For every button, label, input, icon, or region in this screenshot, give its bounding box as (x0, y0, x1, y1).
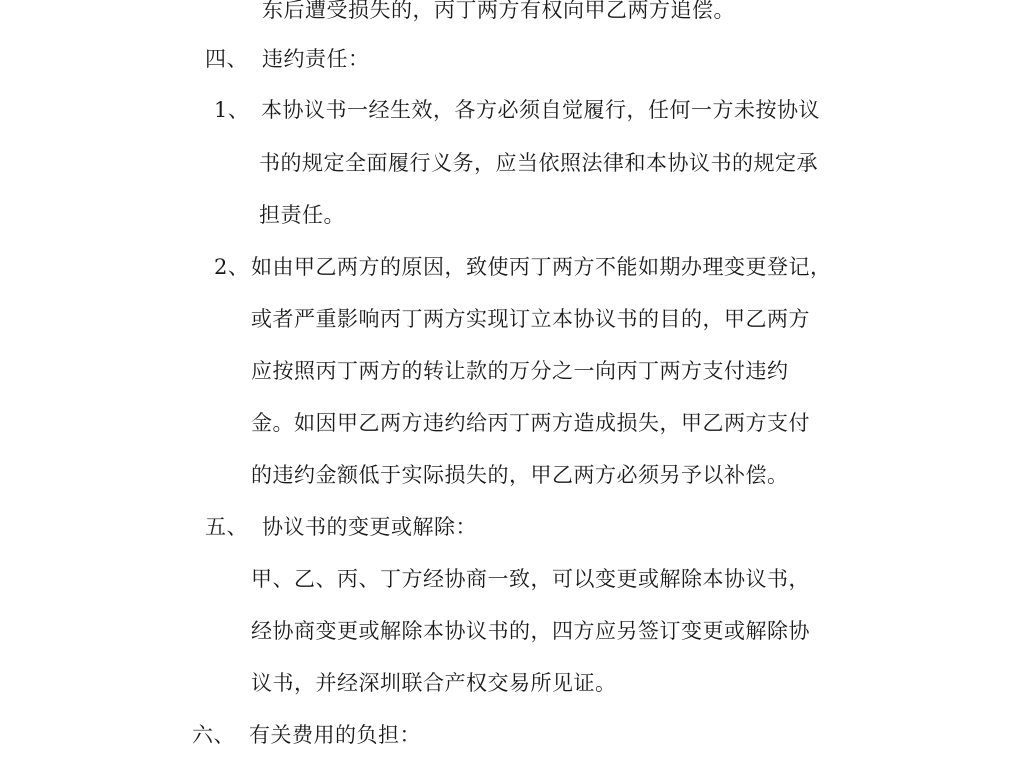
section-number: 四、 (205, 47, 248, 71)
paragraph-line: 的违约金额低于实际损失的，甲乙两方必须另予以补偿。 (251, 463, 789, 487)
paragraph-line: 甲、乙、丙、丁方经协商一致，可以变更或解除本协议书， (251, 567, 810, 591)
item-number: 2、 (214, 255, 250, 279)
paragraph-line: 如由甲乙两方的原因，致使丙丁两方不能如期办理变更登记， (251, 255, 832, 279)
paragraph-line: 本协议书一经生效，各方必须自觉履行，任何一方未按协议 (261, 98, 820, 122)
paragraph-line: 书的规定全面履行义务，应当依照法律和本协议书的规定承 (259, 151, 818, 175)
item-number: 1、 (214, 98, 250, 122)
section-heading: 协议书的变更或解除： (262, 515, 477, 539)
section-heading: 有关费用的负担： (249, 723, 421, 747)
paragraph-line: 东后遭受损失的，丙丁两方有权向甲乙两方追偿。 (262, 0, 735, 22)
paragraph-line: 或者严重影响丙丁两方实现订立本协议书的目的，甲乙两方 (251, 307, 810, 331)
paragraph-line: 经协商变更或解除本协议书的，四方应另签订变更或解除协 (251, 619, 810, 643)
paragraph-line: 议书，并经深圳联合产权交易所见证。 (251, 671, 617, 695)
paragraph-line: 担责任。 (259, 203, 345, 227)
section-number: 六、 (192, 723, 235, 747)
paragraph-line: 应按照丙丁两方的转让款的万分之一向丙丁两方支付违约 (251, 359, 789, 383)
section-number: 五、 (205, 515, 248, 539)
paragraph-line: 金。如因甲乙两方违约给丙丁两方造成损失，甲乙两方支付 (251, 411, 810, 435)
section-heading: 违约责任： (262, 47, 370, 71)
